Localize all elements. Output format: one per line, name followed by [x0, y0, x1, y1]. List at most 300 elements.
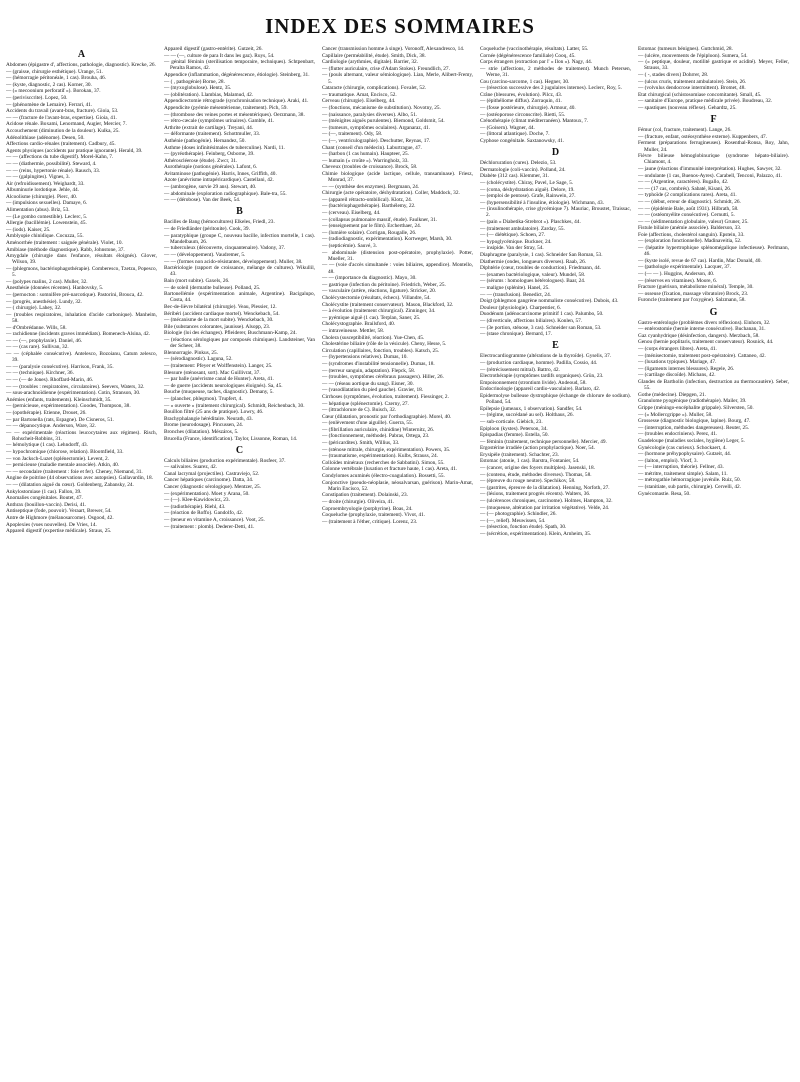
- index-entry: Antre de Highmore (mélanosarcome). Osgood, 42.: [6, 515, 114, 522]
- index-entry: — (sténose mitrale, chirurgie, expérimentation). Powers, 35.: [322, 446, 451, 453]
- index-entry: Diabète (312 cas). Klemmer, 31.: [480, 173, 550, 180]
- index-entry: Cholécystectomie (résultats, échecs). Villandre, 54.: [322, 295, 431, 301]
- index-entry: Capillaire (perméabilité, étude). Smith, Dick, 38.: [322, 52, 426, 59]
- index-entry: — intraveineuse. Mettler, 58.: [322, 327, 385, 334]
- index-entry: Diaphragme (paralysie, 1 cas). Schneider San Roman, 53.: [480, 252, 603, 259]
- index-entry: — (hémorragie péritonéale, 1 cas). Brouha, 46.: [6, 75, 107, 82]
- index-entry: — — (développement). Vaudremer, 5.: [164, 252, 246, 259]
- index-entry: Cirrhoses (symptômes, évolution, traitement). Fiessinger, 2.: [322, 393, 449, 400]
- index-entry: — — (ostéomyélite consécutive). Cernutti, 5.: [638, 212, 735, 219]
- index-entry: — (cartilage discoïde). Michans, 42.: [638, 372, 716, 379]
- index-entry: — vasculaire (artère, réactions, ligature). Stricker, 20.: [322, 288, 437, 295]
- index-entry: Foie (affections, cholestérol sanguin). Epstein, 33.: [638, 231, 745, 238]
- index-entry: — (harbon (1 cas humain). Haupteer, 25.: [322, 151, 410, 158]
- index-entry: Gastro-entérologie (problèmes divers réflexions). Einhorn, 32.: [638, 319, 771, 326]
- index-column-4: [480, 46, 631, 1076]
- index-entry: — sous-arachnoïdienne (expérimentation). Cotin, Stranson, 30.: [6, 390, 141, 397]
- index-entry: — (radiothérapie). Riehl, 43.: [164, 503, 226, 510]
- index-entry: — (traitement à l'éther, critique). Lorenz, 23.: [322, 518, 418, 525]
- index-entry: — (— photographie). Schindler, 26.: [480, 511, 557, 518]
- index-entry: — (sérodiagnostic). Laguna, 52.: [164, 356, 233, 363]
- index-entry: — (—, relief). Meuwissen, 54.: [480, 517, 546, 524]
- index-entry: Furoncle (traitement par l'oxygène). Salzmann, 58.: [638, 297, 746, 304]
- index-entry: — — (synthèse des enzymes). Bergmann, 24.: [322, 183, 420, 190]
- index-entry: Douleur (physiologie). Charpentier, 6.: [480, 304, 561, 311]
- index-entry: — (réserves en vitamines). Moore, 6.: [638, 277, 718, 284]
- index-entry: — (insulinothérapie, crise glycémique 7). Mauriac, Broustet, Traissac, 2.: [480, 206, 631, 219]
- index-column-1: [6, 46, 157, 1076]
- index-entry: Coproembryologie (porphyrine). Boas, 24.: [322, 505, 413, 512]
- index-entry: Gaz cyanhydrique (désinfection, dangers). Merzbach, 58.: [638, 332, 760, 339]
- section-letter: G: [709, 306, 718, 318]
- index-entry: — (résection, fonction étude). Spath, 30.: [480, 524, 567, 531]
- index-entry: Chirurgie (acte opératoire, déshydratation). Coller, Maddock, 32.: [322, 190, 460, 197]
- index-entry: — — (17 cas, combrés). Sabaté, Kisani, 26.: [638, 185, 732, 192]
- index-entry: — (hépatite hypertrophique splénomégalique infectieuse). Perlmann, 46.: [638, 245, 789, 258]
- index-entry: Albuminurie lordotique. Jehle, 44.: [6, 187, 79, 194]
- index-entry: — de soleil (dermatite bulleuse). Polland, 25.: [164, 284, 261, 291]
- index-entry: Avitaminose (pathogénie). Harris, Innes, Griffith, 40.: [164, 170, 277, 177]
- index-entry: — osseuse (fixation, massage vibratoire) Brock, 23.: [638, 290, 749, 297]
- index-entry: Cholécystographie. Brailsford, 40.: [322, 321, 396, 328]
- index-entry: Cheveux (troubles de croissance). Brock, 58.: [322, 164, 418, 171]
- index-entry: — de Friedländer (péritonite). Cook, 39.: [164, 226, 250, 233]
- index-entry: — par Bartonella (rats, Espagne). De Cisneros, 51.: [6, 416, 114, 423]
- index-entry: — (lésions, traitement progrès récents). Walters, 36.: [480, 491, 591, 498]
- index-entry: — (traitement: Pfeyer et Wolffenstein). Langer, 25.: [164, 362, 273, 369]
- index-entry: Athéroscléerose (étude). Zwcr, 31.: [164, 157, 238, 164]
- index-entry: — abdominale (distension post-opératoire, prophylaxie). Potter, Mueller, 31.: [322, 249, 473, 262]
- index-entry: Gynécologie (cas curieux). Schockaert, 4.: [638, 444, 727, 451]
- index-entry: — (production cardiaque, homme). Padilla, Cossio, 44.: [480, 359, 598, 366]
- index-entry: — (traumatisme, expérimentation). Kulbs, Strauss, 24.: [322, 453, 438, 460]
- index-entry: Fémur (col, fracture, traitement). Lange, 26.: [638, 127, 732, 134]
- index-entry: Colloïdes minéraux (recherches de Sabbatini). Simon, 55.: [322, 459, 445, 466]
- index-entry: — métrogathie hémorragique juvénile. Ruiz, 50.: [638, 477, 741, 484]
- index-entry: — rachidienne (incidents graves immédiats). Bomenech-Alsina, 42.: [6, 331, 151, 338]
- index-entry: — (volvulus dendocrose intermittent). Bromet, 48.: [638, 85, 746, 92]
- index-entry: — (vasodilatation du pied gauche). Gravier, 18.: [322, 387, 424, 394]
- index-entry: — (3e portion, sténose, 3 cas). Schneider san Roman, 53.: [480, 324, 602, 331]
- index-entry: — (fosse postérieure, chirurgie). Armour, 40.: [480, 104, 576, 111]
- index-entry: — hypoglycémique. Buckner, 24.: [480, 238, 552, 245]
- index-entry: — (opothérapie). Etienne, Drouet, 26.: [6, 409, 87, 416]
- index-entry: Accidents du travail (avant-bras, fracture). Gioia, 53.: [6, 108, 119, 115]
- index-entry: Calculs biliaires (production expérimentale). Rosfeer, 37.: [164, 457, 286, 464]
- index-entry: Anémies (enfants, traitements). Kleinschmidt, 35.: [6, 396, 112, 403]
- index-entry: Bronches (dilatation). Mészáros, 5.: [164, 428, 239, 435]
- index-entry: Diphtérie (cœur, troubles de conduction). Friedmann, 44.: [480, 265, 601, 272]
- index-entry: — pernicieuse (maladie mentale associée). Atkin, 40.: [6, 462, 120, 469]
- index-entry: — strie (affections, 2 méthodes de traitement). Munch Petersen, Werne, 31.: [480, 65, 631, 78]
- index-entry: — (troubles, symptômes cérébraux passagers). Hiller, 26.: [322, 374, 444, 381]
- index-entry: Condylomes acuminés (électro-coagulation). Bossetti, 55.: [322, 473, 445, 480]
- index-entry: Cornée (dégénérescence familiale) Cooq, 45.: [480, 52, 576, 59]
- index-entry: Asthénie (pathogénie). Hernandez, 50.: [164, 137, 246, 144]
- index-entry: — (littoral atlantique). Doche, 7.: [480, 131, 550, 138]
- index-entry: — (ligaments internes blessures). Regele, 26.: [638, 365, 735, 372]
- index-entry: — — (troubles : respiratoires, circulatoires). Seevers, Waters, 32.: [6, 383, 145, 390]
- index-entry: Epispadias (femme). Estella, 50.: [480, 432, 549, 439]
- index-entry: Bouche (muqueuse, taches, diagnostic). Demany, 5.: [164, 389, 274, 396]
- index-entry: — (cholécystite). Chiray, Pavel, Le Sage, 5.: [480, 179, 574, 186]
- index-entry: — (sérums : homologues hétérologues). Baar, 24.: [480, 278, 586, 285]
- index-entry: Guadeloupe (maladies sociales, hygiène) Leger, 5.: [638, 437, 745, 444]
- index-entry: — (—). Klee-Kawidowicz, 23.: [164, 497, 230, 504]
- index-entry: Electrothérapie (symptômes tardifs organiques). Grün, 23.: [480, 373, 604, 380]
- index-entry: — ( , pathogénie) Borne, 28.: [164, 78, 225, 85]
- index-entry: Anthrax (bouillon-vaccin). Derisi, 41.: [6, 501, 87, 508]
- index-entry: — sub-corticale. Giebich, 23.: [480, 418, 543, 425]
- index-entry: — par balle (anévrisme canal de Hunter). Areta, 41.: [164, 376, 274, 383]
- index-entry: Air (refroidissement). Weighardt, 33.: [6, 180, 85, 187]
- index-entry: Fièvre bilieuse hémoglobinurique (syndrome hépato-biliaire). Chiamont, 4.: [638, 153, 789, 166]
- index-column-2: [164, 46, 315, 1076]
- index-entry: — (troubles endocriniens). Perez, 41.: [638, 431, 718, 438]
- index-entry: — — (diathermie, possibilité). Steward, 4.: [6, 160, 97, 167]
- index-entry: — « ouverte » (traitement chirurgical). Schmidt, Reichenbach, 30.: [164, 402, 305, 409]
- index-entry: — (—, traitement). Ody, 58.: [322, 131, 383, 138]
- index-entry: Affections cardio-rénales (traitement). Cadbury, 45.: [6, 141, 116, 148]
- index-entry: Ankylostomiase (1 cas). Fallon, 39.: [6, 488, 82, 495]
- index-entry: Chant (conseil d'un médecin). Laburtrague, 47.: [322, 144, 422, 151]
- section-letter: C: [235, 444, 244, 456]
- index-entry: — — (céphalée consécutive). Antelesco, Bozoianu, Catum zelesco, 39.: [6, 350, 157, 364]
- index-entry: Cancer (transmission homme à singe). Voronoff, Alexandresco, 14.: [322, 46, 465, 52]
- index-entry: — — expérimentale (réactions leucocytaires aux régimes). Risch, Rohscheit-Robbins, 31.: [6, 429, 157, 442]
- index-entry: Acidose rénale. Boxami, Lenormand, Augier, Mercier, 7.: [6, 121, 127, 128]
- index-entry: — hémolytique (1 cas). Lehndorff, 43.: [6, 442, 88, 449]
- index-entry: — — (galpingites). Vignes, 3.: [6, 174, 70, 181]
- index-entry: — (impulsions sexuelles). Damaye, 6.: [6, 200, 88, 207]
- index-entry: — (polypes malins, 2 cas). Muller, 32.: [6, 278, 88, 285]
- index-entry: Alcoolisme (chirurgie). Pierc, 40.: [6, 193, 78, 200]
- index-entry: Adénolithiase (adénome). Desen, 50.: [6, 134, 85, 141]
- index-entry: — pyémique aiguë (1 cas). Terplan, Saner, 25.: [322, 314, 421, 321]
- index-entry: — (réactions sérologiques par composés chimiques). Landsteiner, Van der Scheer, 38.: [164, 336, 315, 350]
- index-entry: Cerveau (chirurgie). Eiselberg, 44.: [322, 98, 396, 105]
- index-entry: Endocrinologie (appareil cardio-vasculaire). Barlaro, 42.: [480, 386, 601, 393]
- index-entry: Doigt (phlegmon gangrène nommaliste consécutive). Dubois, 43.: [480, 298, 619, 305]
- index-entry: — (stanitiate, sub partis, chirurgie). Cervelli, 42.: [638, 484, 742, 491]
- index-entry: — (ambrogène, survie 29 ans). Stewart, 40.: [164, 184, 257, 191]
- index-entry: — (résection successive des 2 jugulaires internes). Leclerc, Roy, 5.: [480, 85, 622, 92]
- index-entry: — (plancher, phlegmon). Trupfert, 4.: [164, 395, 243, 402]
- index-entry: — — (réseau aortique du sang). Eisner, 30.: [322, 380, 414, 387]
- index-entry: — (fracture, enfant, ostéosynthèse externe). Kuppenbers, 47.: [638, 133, 767, 140]
- index-entry: Ferment (préparations ferrugineuses). Rosenthal-Ronsa, Roy, Jahn, Muller, 24.: [638, 140, 789, 153]
- section-letter: F: [710, 114, 717, 126]
- index-entry: Brome (neurodosage). Pincussen, 24.: [164, 422, 244, 429]
- index-entry: Bec-de-lièvre bilatéral (chirurgie). Veau, Plessier, 12.: [164, 304, 277, 311]
- index-entry: — — (technique). Kirchner, 36.: [6, 370, 74, 377]
- index-entry: — métritre, traitement simple). Salam, 11.: [638, 470, 728, 477]
- index-entry: — (traitement ambulatoire). Zarday, 55.: [480, 225, 565, 232]
- index-entry: — sanitaire d'Europe, pratique médicale privée). Boudreau, 32.: [638, 98, 773, 105]
- index-entry: — typhoïde (2 complications rares). Areta, 41.: [638, 192, 737, 199]
- index-entry: — (fibrillation auriculaire, chinidine) Winternitz, 26.: [322, 426, 435, 433]
- index-entry: Amibiase (méthode diagnostique). Rabb, Johnstone, 37.: [6, 246, 125, 253]
- index-entry: Azote (anévrisme intrapéricardique). Castellani, 42.: [164, 177, 274, 184]
- index-entry: — (traitement : plomb). Dederer-Detti, 41.: [164, 523, 255, 530]
- index-entry: — von Jacksch-Luzet (splénectomie). Levent, 2.: [6, 455, 109, 462]
- index-entry: — — (voie d'accès simultanée : voies biliaires, appendice). Montello, 48.: [322, 262, 473, 275]
- index-entry: Cholécystite (traitement conservateur). Mason, Blackford, 32.: [322, 301, 454, 308]
- section-letter: D: [551, 147, 560, 159]
- index-entry: Cataracte (chirurgie, complications). Fovalet, 52.: [322, 85, 427, 92]
- index-entry: — spastiques (nouveau réflexe). Gehardtz, 25.: [638, 104, 737, 111]
- index-entry: — (cerveau). Eiselberg, 44.: [322, 210, 381, 217]
- page-title: INDEX DES SOMMAIRES: [265, 14, 535, 38]
- index-entry: — (enseignement par le film). Ercherthaer, 24.: [322, 223, 422, 230]
- index-entry: — — (épidémie Bale, août 1931). Hilbrath, 58.: [638, 205, 739, 212]
- index-entry: Bain (mort subite). Gaxels, 26.: [164, 278, 230, 285]
- index-entry: Bacilles de Bang (hémocultures) Elkeles, Friedl, 23.: [164, 219, 275, 226]
- index-entry: — (« mecoonium perforatif »). Borokan, 37.: [6, 88, 101, 95]
- index-entry: — (laiton, emploi). Viorf, 3.: [638, 457, 698, 464]
- index-entry: — — (transfusion). Benedict, 24.: [480, 291, 552, 298]
- index-entry: — gastrique (infection du péritoine). Friedrich, Weber, 25.: [322, 281, 446, 288]
- index-entry: Chimie biologique (acide lactique, cellule, transaminase). Friesz, Monrad, 37.: [322, 170, 473, 184]
- index-entry: Asthme (doses infinitésimales de tuberculine). Nardi, 11.: [164, 144, 285, 151]
- index-entry: — (fonctions, mécanisme de substitution). Novotny, 25.: [322, 104, 441, 111]
- index-entry: — (luxations typiques). Mariage, 47.: [638, 359, 717, 366]
- index-entry: Crâne (blessures, évolution). Pilcz, 43.: [480, 91, 563, 98]
- index-entry: — (contenu, étude, méthodes diverses). Thomas, 58.: [480, 471, 592, 478]
- index-entry: — génital féminin (sterilisation temporaire, techniques). Schtpenbart, Peralta Ramos, 42.: [164, 59, 315, 72]
- index-entry: — traumatique. Amat, Encisco, 52.: [322, 91, 397, 98]
- index-entry: — (teneur en vitamine A, croissance). Voot, 25.: [164, 517, 265, 524]
- index-entry: Coqueluche (vaccinothérapie, résultats). Latter, 55.: [480, 46, 589, 52]
- index-entry: — (pernocton : somnifère pré-narcotique). Pastorini, Brouca, 42.: [6, 292, 144, 298]
- index-entry: — rétro-cæcale (symptômes urinaires). Gamble, 41.: [164, 118, 275, 125]
- index-entry: — (ulcus cruris, traitement ambulatoire). Stein, 26.: [638, 78, 747, 85]
- index-entry: — (hypertensions relatives). Dumas, 10.: [322, 354, 408, 361]
- index-entry: Déchloruration (cures). Delezio, 53.: [480, 160, 557, 167]
- index-entry: — (muqueuse, altération par irritation végétative). Velde, 24.: [480, 504, 610, 511]
- index-entry: — (— interruption, théorie). Fellner, 43.: [638, 464, 724, 471]
- index-entry: Amygdale (chirurgie dans l'enfance, résultats éloignés). Glover, Wilson, 39.: [6, 253, 157, 266]
- index-entry: Bartonellémie (expérimentation animale, Argentine). Bacigalupo, Costa, 44.: [164, 291, 315, 304]
- index-entry: — (flutter auriculaire, crise d'Adam Stokes). Freundlich, 27.: [322, 65, 450, 72]
- index-entry: — ( -, stades divers) Dohrrer, 28.: [638, 71, 709, 78]
- index-entry: — (expérimentation). Moet y Arana, 50.: [164, 490, 250, 497]
- index-entry: Cyphose congénitale. Saxtanowsky, 41.: [480, 137, 565, 144]
- index-entry: Antiseptique (fode, pouvoir). Veraart, Brewer, 54.: [6, 508, 112, 515]
- index-entry: — (enlèvement d'une aiguille). Guerra, 55.: [322, 420, 413, 427]
- index-entry: Cardiologie (arythmies, digitale). Barrier, 32.: [322, 59, 418, 66]
- index-entry: — — (dérobose). Van der Beek, 54.: [164, 197, 241, 204]
- index-entry: — (ulcérences chroniques, carcinome). Holmes, Hampton, 32.: [480, 498, 613, 505]
- index-entry: — (exploration fonctionnelle). Madinaveitia, 52.: [638, 238, 742, 245]
- index-entry: Anomalies congénitales. Boutet, 47.: [6, 495, 83, 502]
- index-entry: Gynécomastie. Resa, 50.: [638, 490, 691, 497]
- index-entry: — (diverticule, affections biliaires). Konlen, 57.: [480, 317, 583, 324]
- index-entry: — (terreur sanguin, adaptation). Flepck, 58.: [322, 367, 416, 374]
- index-entry: — (tumeurs, symptômes oculaires). Arganaraz, 41.: [322, 124, 431, 131]
- index-entry: — (emploi de pentose). Grafe, Rainwein, 27.: [480, 193, 576, 200]
- index-entry: — (ménisectomie, traitement post-opératoire). Cattaneo, 42.: [638, 352, 766, 359]
- index-entry: — (radiodiagnostic, expérimentation). Kortweger, Marsh, 30.: [322, 236, 453, 243]
- index-entry: Fracture (guérison, métabolisme minéral). Temple, 30.: [638, 284, 754, 291]
- index-entry: — — (fracture de l'avant-bras, expertise). Gioia, 41.: [6, 114, 117, 121]
- index-entry: Apoplexies (vues nouvelles). De Vries, 14.: [6, 521, 97, 528]
- index-entry: — (sécrétion, expérimentation). Klein, Arnheim, 35.: [480, 531, 592, 538]
- index-entry: — — (sédimentation globulaire, valeur) Gruner, 25.: [638, 218, 749, 225]
- index-entry: — — (reins, hypertonie rénale). Rausch, 33.: [6, 167, 101, 174]
- index-entry: — (ménigites aiguës purulentes). Biemond, Goldsmit, 54.: [322, 118, 445, 125]
- index-entry: — (ittrachlorure de C). Buisch, 32.: [322, 407, 397, 414]
- index-column-5: [638, 46, 789, 1076]
- index-entry: — ondulante (1 cas, Buenos-Ayres). Carabell, Tenconi, Palazzo, 41.: [638, 172, 783, 179]
- index-entry: Estomac (atonie, 1 cas). Barstra, Fontanier, 54.: [480, 458, 580, 465]
- index-entry: — (septicémie). Sauvé, 3.: [322, 243, 378, 250]
- index-entry: Coqueluche (prophylaxie, traitement). Vivot, 41.: [322, 512, 426, 519]
- index-entry: Diathermie (ondes, longueurs diverses). Raab, 26.: [480, 258, 587, 265]
- index-entry: Cancer hépatiques (carcinome). Datta, 34.: [164, 477, 254, 484]
- index-entry: Aménorrhée (traitement : saignée générale). Violet, 10.: [6, 240, 123, 247]
- index-entry: — — (—, culture de para It dans les gaz). Ruys, 54.: [164, 52, 275, 59]
- index-entry: Aurothérapie (notions générales). Lafont, 6.: [164, 164, 258, 171]
- index-entry: — (pyréothérapie). Feinberg, Osborne, 39.: [164, 151, 255, 158]
- section-letter: A: [77, 49, 86, 60]
- index-entry: — paratyphique (groupe C, nouveau bacille, infection mortelle, 1 cas). Mandelbaum, 26.: [164, 232, 315, 245]
- index-entry: — (phlegmons, bactériophagothérapie). Comberesco, Tzetzu, Popesco, 5.: [6, 266, 157, 279]
- index-entry: — salivaires. Suarez, 42.: [164, 464, 217, 471]
- index-entry: Crénothérapie (climat méditerranéen). Mantoux, 7.: [480, 118, 589, 125]
- index-entry: — (— — ). Huggins, Anderson, 40.: [638, 271, 715, 278]
- index-entry: Angine de poitrine (44 observations avec autopsies). Gallavardin, 18.: [6, 475, 153, 482]
- index-entry: — (mécanisme de la mort subite). Wenckebach, 30.: [164, 317, 274, 324]
- index-entry: Bile (substances colorantes, jaunisse). Alsopp, 23.: [164, 323, 271, 330]
- index-entry: — — (—, prophylaxie). Daniel, 46.: [6, 337, 83, 344]
- index-entry: Estomac (tumeurs bénignes). Guttchmid, 28.: [638, 46, 733, 52]
- index-entry: — droite (chirurgie). Oliveira, 41.: [322, 499, 395, 506]
- index-entry: — (pain « Diabetika-Strebrot »). Plaschkes, 44.: [480, 219, 581, 226]
- index-entry: Canal lacrymal (projectiles). Castraviejo, 52.: [164, 470, 260, 477]
- index-entry: — abdominale (exploration radiographique). Bale-tra, 55.: [164, 190, 287, 197]
- index-entry: — (Le gombo comestible). Leclerc, 5.: [6, 213, 88, 220]
- index-entry: Cancer (diagnostic sérologique). Mentzer, 25.: [164, 484, 262, 491]
- index-entry: — (myxoglobulose). Hentz, 35.: [164, 85, 232, 92]
- index-column-3: [322, 46, 473, 1076]
- index-entry: — (réaction de Roffo). Gandolfo, 42.: [164, 510, 244, 517]
- index-entry: — de guerre (accidents neurologiques éloignés). Sa, 45.: [164, 382, 283, 389]
- index-entry: — (fonctionnement, méthode). Pabras, Ortega, 23.: [322, 433, 430, 440]
- index-entry: — (gastrites, épreuve de la dilatation). Henning, Norfoth, 27.: [480, 484, 610, 491]
- index-entry: — hépatique (splénectomie). Czerny, 27.: [322, 400, 409, 407]
- index-entry: Erysipèle (traitement). Schachter, 23.: [480, 451, 559, 458]
- index-entry: — (progrès, anesthésie). Lundy, 32.: [6, 298, 82, 305]
- index-entry: — — (dilatation aiguë du cœur). Goldenberg, Zabansky, 24.: [6, 482, 134, 489]
- index-entry: — (pouls alternant, valeur sémiologique). Lian, Merle, Alibert-Fremy, 5.: [322, 72, 473, 85]
- index-entry: Empoisonnement (strontium livide). Andeoud, 58.: [480, 379, 587, 386]
- index-entry: Epidermolyse bulleuse dystrophique (échange de chlorure de sodium). Polland, 54.: [480, 392, 631, 406]
- index-entry: Gothe (médecine). Diepgen, 21.: [638, 391, 706, 398]
- index-entry: — (Goisern). Wagner, 44.: [480, 124, 535, 131]
- index-entry: — (hypersensibilité à l'insuline, étiologie). Wichmann, 43.: [480, 199, 604, 206]
- index-entry: — (ulcère, mouvements de l'épiploon). Sumera, 54.: [638, 52, 748, 59]
- index-entry: Béribéri (accident cardiaque mortel). Wenckebach, 54.: [164, 310, 280, 317]
- index-entry: Biologie (loi des échanges). Pfleiderer, Buschmann-Kamp, 24.: [164, 330, 297, 337]
- index-entry: Epilepsie (jumeaux, 1 observation). Sandfer, 54.: [480, 405, 583, 412]
- index-entry: — (« peptique, douleur, motilité gastrique et acidité). Meyer, Feller, Strauss, 33.: [638, 59, 789, 72]
- index-entry: — — (importance du diagnostic). Mayo, 30.: [322, 275, 417, 282]
- index-entry: Blessure (sténosant, sort). Mac Guillivrat, 37.: [164, 369, 261, 376]
- index-entry: Fistule biliaire (anémie associée). Balderson, 33.: [638, 225, 742, 232]
- index-entry: — (perivisccrite). Lopez, 50.: [6, 94, 68, 101]
- index-entry: Colonne vertébrale (luxation et fracture haute, 1 cas). Areta, 41.: [322, 466, 458, 473]
- index-entry: — (naissance, paralysies diverses). Albo, 51.: [322, 111, 418, 118]
- index-entry: Arthrite (extrait de cartilage). Treyani, 44.: [164, 124, 254, 131]
- index-entry: — (syndromes d'instabilité tensionnelle). Dumas, 18.: [322, 360, 435, 367]
- index-entry: Duodénum (adénocarcinome primitif 1 cas). Palumbo, 50.: [480, 311, 604, 318]
- index-entry: — déformante (traitement). Schottmuller, 33.: [164, 131, 261, 138]
- index-entry: — — (cas rare). Sullivan, 32.: [6, 344, 69, 351]
- section-letter: E: [552, 340, 559, 352]
- index-entry: — (phénomène de Lemaire). Ferrari, 41.: [6, 101, 93, 108]
- index-entry: Appareil digestif (gastro-entérite). Gutzeit, 26.: [164, 46, 263, 52]
- index-entry: — (pernicieuse, expérimentation). Goodes, Thompson, 38.: [6, 403, 131, 410]
- index-entry: — (« Mollercgrippe »). Muller, 58.: [638, 411, 713, 418]
- index-entry: Anesthésie (données récentes). Hanbovsky, 5.: [6, 285, 104, 292]
- index-entry: Amblyopie chinidique. Cocuzza, 55.: [6, 233, 84, 240]
- index-entry: — — dépanocytique. Anderson, Ware, 32.: [6, 423, 96, 430]
- index-entry: Cholera (susceptibilité, réaction). Yue-Chen, 45.: [322, 334, 425, 341]
- index-entry: — jaune (réactions d'immunité interprétation). Hughes, Sawyer, 32.: [638, 165, 782, 172]
- index-entry: — (collapsus pulmonaire massif, étude). Faulkner, 31.: [322, 216, 438, 223]
- index-entry: — (kyste, diagnostic, 2 cas). Korner, 30.: [6, 81, 92, 88]
- index-entry: — — (paralysie consécutive). Harrison, Frank, 35.: [6, 363, 114, 370]
- index-entry: — à évolution (traitement chirurgical). Zinninger, 34.: [322, 308, 436, 315]
- index-entry: — (iods). Kaiser, 25.: [6, 226, 51, 233]
- index-entry: — (stase chronique). Bernard, 17.: [480, 331, 552, 338]
- index-entry: Circulation (capillaires, fonction, troubles). Katsch, 25.: [322, 347, 440, 354]
- index-entry: Appendicite (pyémie mésentérienne, traitement). Pich, 59.: [164, 104, 288, 111]
- index-entry: Agents physiques (accidents par pratique ignorante). Herald, 39.: [6, 147, 143, 154]
- index-entry: — maligne (splénite). Hanel, 25.: [480, 285, 550, 292]
- index-entry: Cholestérine biliaire (rôle de la vésicule). Cheny, Hesse, 5.: [322, 341, 447, 348]
- index-entry: — (cancer, origine des foyers multiples). Jasenski, 18.: [480, 465, 595, 472]
- index-columns: [6, 46, 794, 1076]
- index-entry: Etat chirurgical (schistosomiase concomitante). Small, 45.: [638, 91, 762, 98]
- index-entry: Cou (carcino-sarcome, 1 cas). Hegner, 30.: [480, 78, 570, 85]
- index-entry: Blennorragie. Pinkus, 25.: [164, 349, 218, 356]
- index-entry: Appareil digestif (expertise médicale). Straus, 25.: [6, 528, 112, 535]
- index-entry: Appendicectomie rétrograde (synchronisation technique). Araki, 41.: [164, 98, 309, 105]
- index-entry: — (interruption, méthodes dangereuses). Reuter, 25.: [638, 424, 750, 431]
- index-entry: Ergostérine irradiée (action prophylactique). Noer, 54.: [480, 445, 596, 452]
- index-entry: Corps étrangers (extraction par l' « Ilon »). Nagy, 44.: [480, 59, 593, 66]
- index-entry: — (troubles respiratoires, inhalation d'acide carbonique). Manheim, 58.: [6, 311, 157, 324]
- index-entry: Dermatologie (coli-vaccin). Polland, 24.: [480, 166, 566, 173]
- index-entry: — (régime, succédané au sel). Holthaus, 26.: [480, 412, 574, 419]
- index-entry: Brucella (France, identification). Taylor, Lissonne, Roman, 14.: [164, 435, 298, 442]
- index-entry: Appendice (inflammation, dégénérescence, étiologie). Steinberg, 31.: [164, 71, 310, 78]
- index-entry: — — (affections du tube digestif). Morel-Kahn, 7.: [6, 154, 114, 161]
- index-entry: — (—, ventriculographie). Deschutter, Reynas, 17.: [322, 137, 431, 144]
- section-letter: B: [236, 206, 243, 218]
- index-entry: Allergie (bacillémie). Lowenstein, 45.: [6, 220, 87, 227]
- index-entry: Alimentation (abus). Briz, 53.: [6, 207, 70, 214]
- index-entry: — (examen bactériologique, valeur). Mundel, 58.: [480, 271, 586, 278]
- index-entry: Grossesse (diagnostic biologique, lapine). Bourg, 47.: [638, 418, 751, 425]
- index-entry: — d'Ombrédanne. Wills, 58.: [6, 324, 67, 331]
- index-entry: — (hormone préhypophysaire). Gutzeit, 44.: [638, 451, 732, 458]
- index-entry: — (épithéliome diffus). Zorraquin, 41.: [480, 98, 562, 105]
- index-entry: Cœur (dilatation, pronostic par l'orthodiagraphie). Morel, 40.: [322, 413, 452, 420]
- index-entry: — (péricardites). Smith, Willius, 33.: [322, 440, 400, 447]
